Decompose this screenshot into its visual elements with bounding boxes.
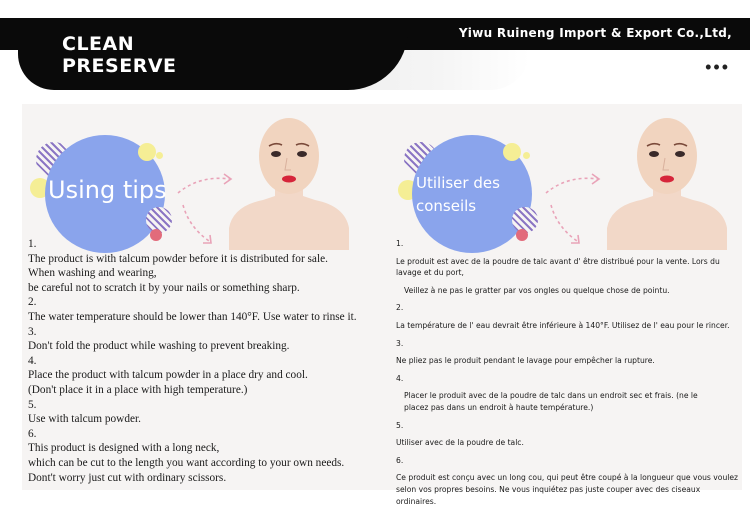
silicone-mask-figure	[607, 110, 727, 250]
tip-line: (Don't place it in a place with high temperature.)	[28, 383, 248, 396]
tip-line: Don't fold the product while washing to prevent breaking.	[28, 340, 290, 353]
brand-title	[62, 33, 177, 77]
tip-line: Le produit est avec de la poudre de talc avant d' être distribué pour la vente. Lors du	[396, 256, 720, 266]
tip-line: 5.	[396, 420, 404, 430]
tip-line: This product is designed with a long neck,	[28, 442, 220, 455]
tip-line: Use with talcum powder.	[28, 413, 141, 426]
tip-line: lavage et du port,	[396, 268, 464, 278]
tip-line: 6.	[28, 427, 37, 440]
tip-line: When washing and wearing,	[28, 267, 157, 280]
tip-line: 3.	[396, 338, 404, 348]
tip-line: 5.	[28, 398, 37, 411]
tip-line: be careful not to scratch it by your nails or something sharp.	[28, 281, 300, 294]
yellow-dot-decoration	[523, 152, 530, 159]
tip-line: Utiliser avec de la poudre de talc.	[396, 438, 524, 448]
tip-line: Placer le produit avec de la poudre de talc dans un endroit sec et frais. (ne le	[404, 391, 698, 401]
yellow-dot-decoration	[156, 152, 163, 159]
tip-line: 6.	[396, 455, 404, 465]
company-name: Yiwu Ruineng Import & Export Co.,Ltd,	[458, 26, 732, 40]
brand-line-2: PRESERVE	[62, 55, 177, 77]
tips-title-line-1: Utiliser des	[416, 174, 500, 192]
tip-line: 1.	[396, 239, 404, 248]
tip-line: Ce produit est conçu avec un long cou, qui peut être coupé à la longueur que vous voulez	[396, 473, 739, 483]
tip-line: Dont't worry just cut with ordinary scissors.	[28, 471, 227, 484]
more-horizontal-icon[interactable]: •••	[705, 57, 730, 77]
tip-line: The water temperature should be lower than 140°F. Use water to rinse it.	[28, 310, 357, 323]
yellow-dot-decoration	[503, 143, 521, 161]
tip-line: 3.	[28, 325, 37, 338]
tip-line: ordinaires.	[396, 496, 437, 506]
tip-line: placez pas dans un endroit à haute température.)	[404, 402, 594, 412]
tips-title: Using tips	[48, 176, 167, 204]
tip-line: Place the product with talcum powder in a place dry and cool.	[28, 369, 308, 382]
right-tips-text	[396, 238, 742, 507]
tip-line: 4.	[396, 373, 404, 383]
brand-line-1: CLEAN	[62, 33, 135, 55]
tip-line: 2.	[396, 303, 404, 313]
tip-line: Ne pliez pas le produit pendant le lavage pour empêcher la rupture.	[396, 356, 655, 366]
yellow-dot-decoration	[138, 143, 156, 161]
tip-line: 1.	[28, 238, 37, 250]
tip-line: The product is with talcum powder before it is distributed for sale.	[28, 252, 328, 265]
tip-line: Veillez à ne pas le gratter par vos ongles ou quelque chose de pointu.	[404, 285, 670, 295]
tip-line: La température de l' eau devrait être inférieure à 140°F. Utilisez de l' eau pour le rincer.	[396, 320, 730, 330]
tip-line: which can be cut to the length you want according to your own needs.	[28, 456, 345, 469]
tip-line: selon vos propres besoins. Ne vous inquiétez pas juste couper avec des ciseaux	[396, 484, 701, 494]
silicone-mask-figure	[229, 110, 349, 250]
tip-line: 2.	[28, 296, 37, 309]
tip-line: 4.	[28, 354, 37, 367]
left-tips-text	[28, 237, 388, 485]
tips-title-line-2: conseils	[416, 197, 477, 215]
